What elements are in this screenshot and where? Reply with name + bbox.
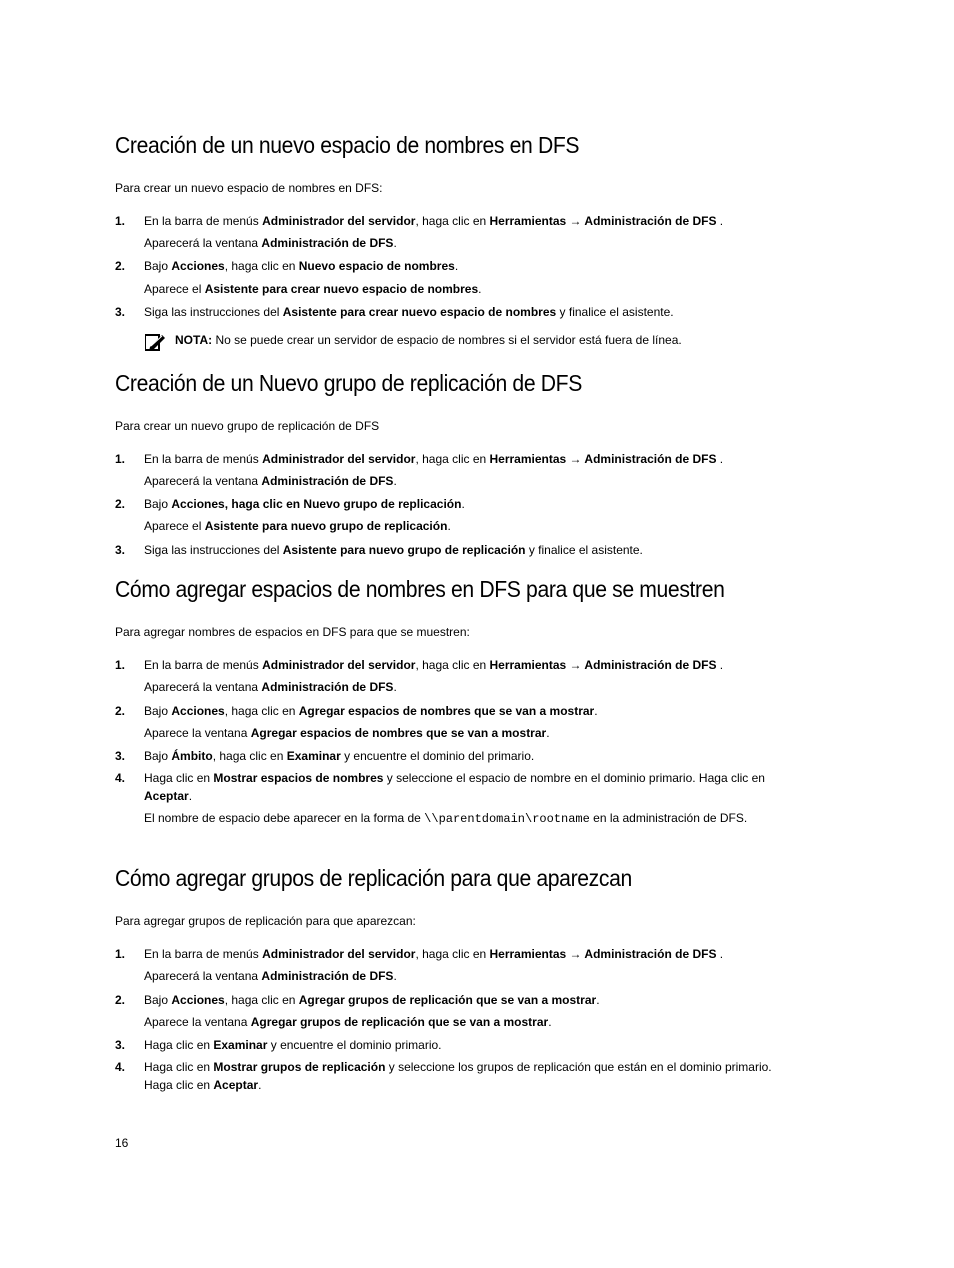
section-intro: Para agregar grupos de replicación para que aparezcan: <box>115 914 416 928</box>
step-number: 3. <box>115 1038 126 1052</box>
step-text: Haga clic en Mostrar espacios de nombres y seleccione el espacio de nombre en el dominio primario. Haga clic en Aceptar. <box>144 771 765 803</box>
step-number: 3. <box>115 543 126 557</box>
step-text: Bajo Acciones, haga clic en Nuevo espacio de nombres. <box>144 259 459 273</box>
step-text: En la barra de menús Administrador del servidor, haga clic en Herramientas → Administración de DFS . <box>144 214 724 228</box>
note-pencil-icon <box>145 333 165 351</box>
step-number: 1. <box>115 214 126 228</box>
step-text: Bajo Acciones, haga clic en Agregar grupos de replicación que se van a mostrar. <box>144 993 600 1007</box>
step-number: 2. <box>115 993 126 1007</box>
step-number: 3. <box>115 749 126 763</box>
step-text: Haga clic en Examinar y encuentre el dominio primario. <box>144 1038 442 1052</box>
step-result: Aparecerá la ventana Administración de DFS. <box>144 474 397 488</box>
note-text: NOTA: No se puede crear un servidor de espacio de nombres si el servidor está fuera de línea. <box>175 333 682 347</box>
step-text: Bajo Ámbito, haga clic en Examinar y encuentre el dominio del primario. <box>144 749 535 763</box>
step-result: Aparecerá la ventana Administración de DFS. <box>144 969 397 983</box>
step-number: 1. <box>115 658 126 672</box>
section-title: Cómo agregar espacios de nombres en DFS para que se muestren <box>115 576 725 602</box>
step-text: Bajo Acciones, haga clic en Agregar espacios de nombres que se van a mostrar. <box>144 704 598 718</box>
step-number: 3. <box>115 305 126 319</box>
step-result: El nombre de espacio debe aparecer en la forma de \\parentdomain\rootname en la administración de DFS. <box>144 811 748 826</box>
section-title: Creación de un Nuevo grupo de replicación de DFS <box>115 370 582 396</box>
step-text: Siga las instrucciones del Asistente para nuevo grupo de replicación y finalice el asistente. <box>144 543 643 557</box>
step-number: 2. <box>115 497 126 511</box>
step-text: Bajo Acciones, haga clic en Nuevo grupo de replicación. <box>144 497 465 511</box>
step-text: En la barra de menús Administrador del servidor, haga clic en Herramientas → Administración de DFS . <box>144 452 724 466</box>
step-result: Aparece la ventana Agregar grupos de replicación que se van a mostrar. <box>144 1015 552 1029</box>
step-result: Aparecerá la ventana Administración de DFS. <box>144 680 397 694</box>
section-intro: Para crear un nuevo espacio de nombres en DFS: <box>115 181 383 195</box>
section-intro: Para crear un nuevo grupo de replicación de DFS <box>115 419 380 433</box>
step-text: En la barra de menús Administrador del servidor, haga clic en Herramientas → Administración de DFS . <box>144 658 724 672</box>
step-number: 2. <box>115 259 126 273</box>
step-number: 4. <box>115 771 126 785</box>
section-title: Cómo agregar grupos de replicación para que aparezcan <box>115 865 632 891</box>
step-result: Aparecerá la ventana Administración de DFS. <box>144 236 397 250</box>
page-number: 16 <box>115 1136 129 1150</box>
step-number: 1. <box>115 947 126 961</box>
step-number: 4. <box>115 1060 126 1074</box>
section-intro: Para agregar nombres de espacios en DFS para que se muestren: <box>115 625 470 639</box>
step-result: Aparece el Asistente para crear nuevo espacio de nombres. <box>144 282 482 296</box>
section-title: Creación de un nuevo espacio de nombres en DFS <box>115 132 580 158</box>
step-result: Aparece el Asistente para nuevo grupo de replicación. <box>144 519 451 533</box>
step-text: Siga las instrucciones del Asistente para crear nuevo espacio de nombres y finalice el asistente. <box>144 305 674 319</box>
step-text: En la barra de menús Administrador del servidor, haga clic en Herramientas → Administración de DFS . <box>144 947 724 961</box>
step-result: Aparece la ventana Agregar espacios de nombres que se van a mostrar. <box>144 726 550 740</box>
step-number: 1. <box>115 452 126 466</box>
step-text: Haga clic en Mostrar grupos de replicación y seleccione los grupos de replicación que están en el dominio primario. Haga clic en Aceptar. <box>144 1060 772 1092</box>
step-number: 2. <box>115 704 126 718</box>
